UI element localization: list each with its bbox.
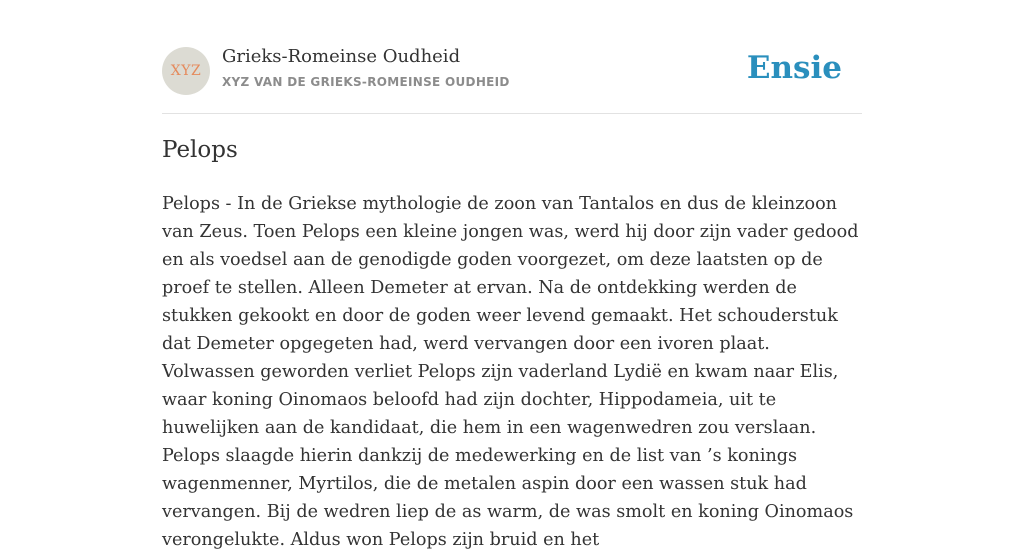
entry-body: Pelops - In de Griekse mythologie de zoon van Tantalos en dus de kleinzoon van Zeus. Toen Pelops een kleine jongen was, werd hij door zijn vader gedood en als voedsel aan de genodigde goden voorgezet, om deze laatsten op de proef te stellen. Alleen Demeter at ervan. Na de ontdekking werden de stukken gekookt en door de goden weer levend gemaakt. Het schouderstuk dat Demeter opgegeten had, werd vervangen door een ivoren plaat. Volwassen geworden verliet Pelops zijn vaderland Lydië en kwam naar Elis, waar koning Oinomaos beloofd had zijn dochter, Hippodameia, uit te huwelijken aan de kandidaat, die hem in een wagenwedren zou verslaan. Pelops slaagde hierin dankzij de medewerking en de list van ’s konings wagenmenner, Myrtilos, die de metalen aspin door een wassen stuk had vervangen. Bij de wedren liep de as warm, de was smolt en koning Oinomaos verongelukte. Aldus won Pelops zijn bruid en het <box>162 194 859 550</box>
source-title[interactable]: Grieks-Romeinse Oudheid <box>222 46 461 67</box>
entry-title: Pelops <box>162 137 238 163</box>
avatar-text: XYZ <box>170 63 202 79</box>
source-avatar[interactable] <box>162 47 210 95</box>
page-container <box>162 0 862 550</box>
source-subtitle: XYZ VAN DE GRIEKS-ROMEINSE OUDHEID <box>222 75 510 89</box>
ensie-logo[interactable]: Ensie <box>746 50 842 86</box>
entry-header <box>162 0 862 114</box>
